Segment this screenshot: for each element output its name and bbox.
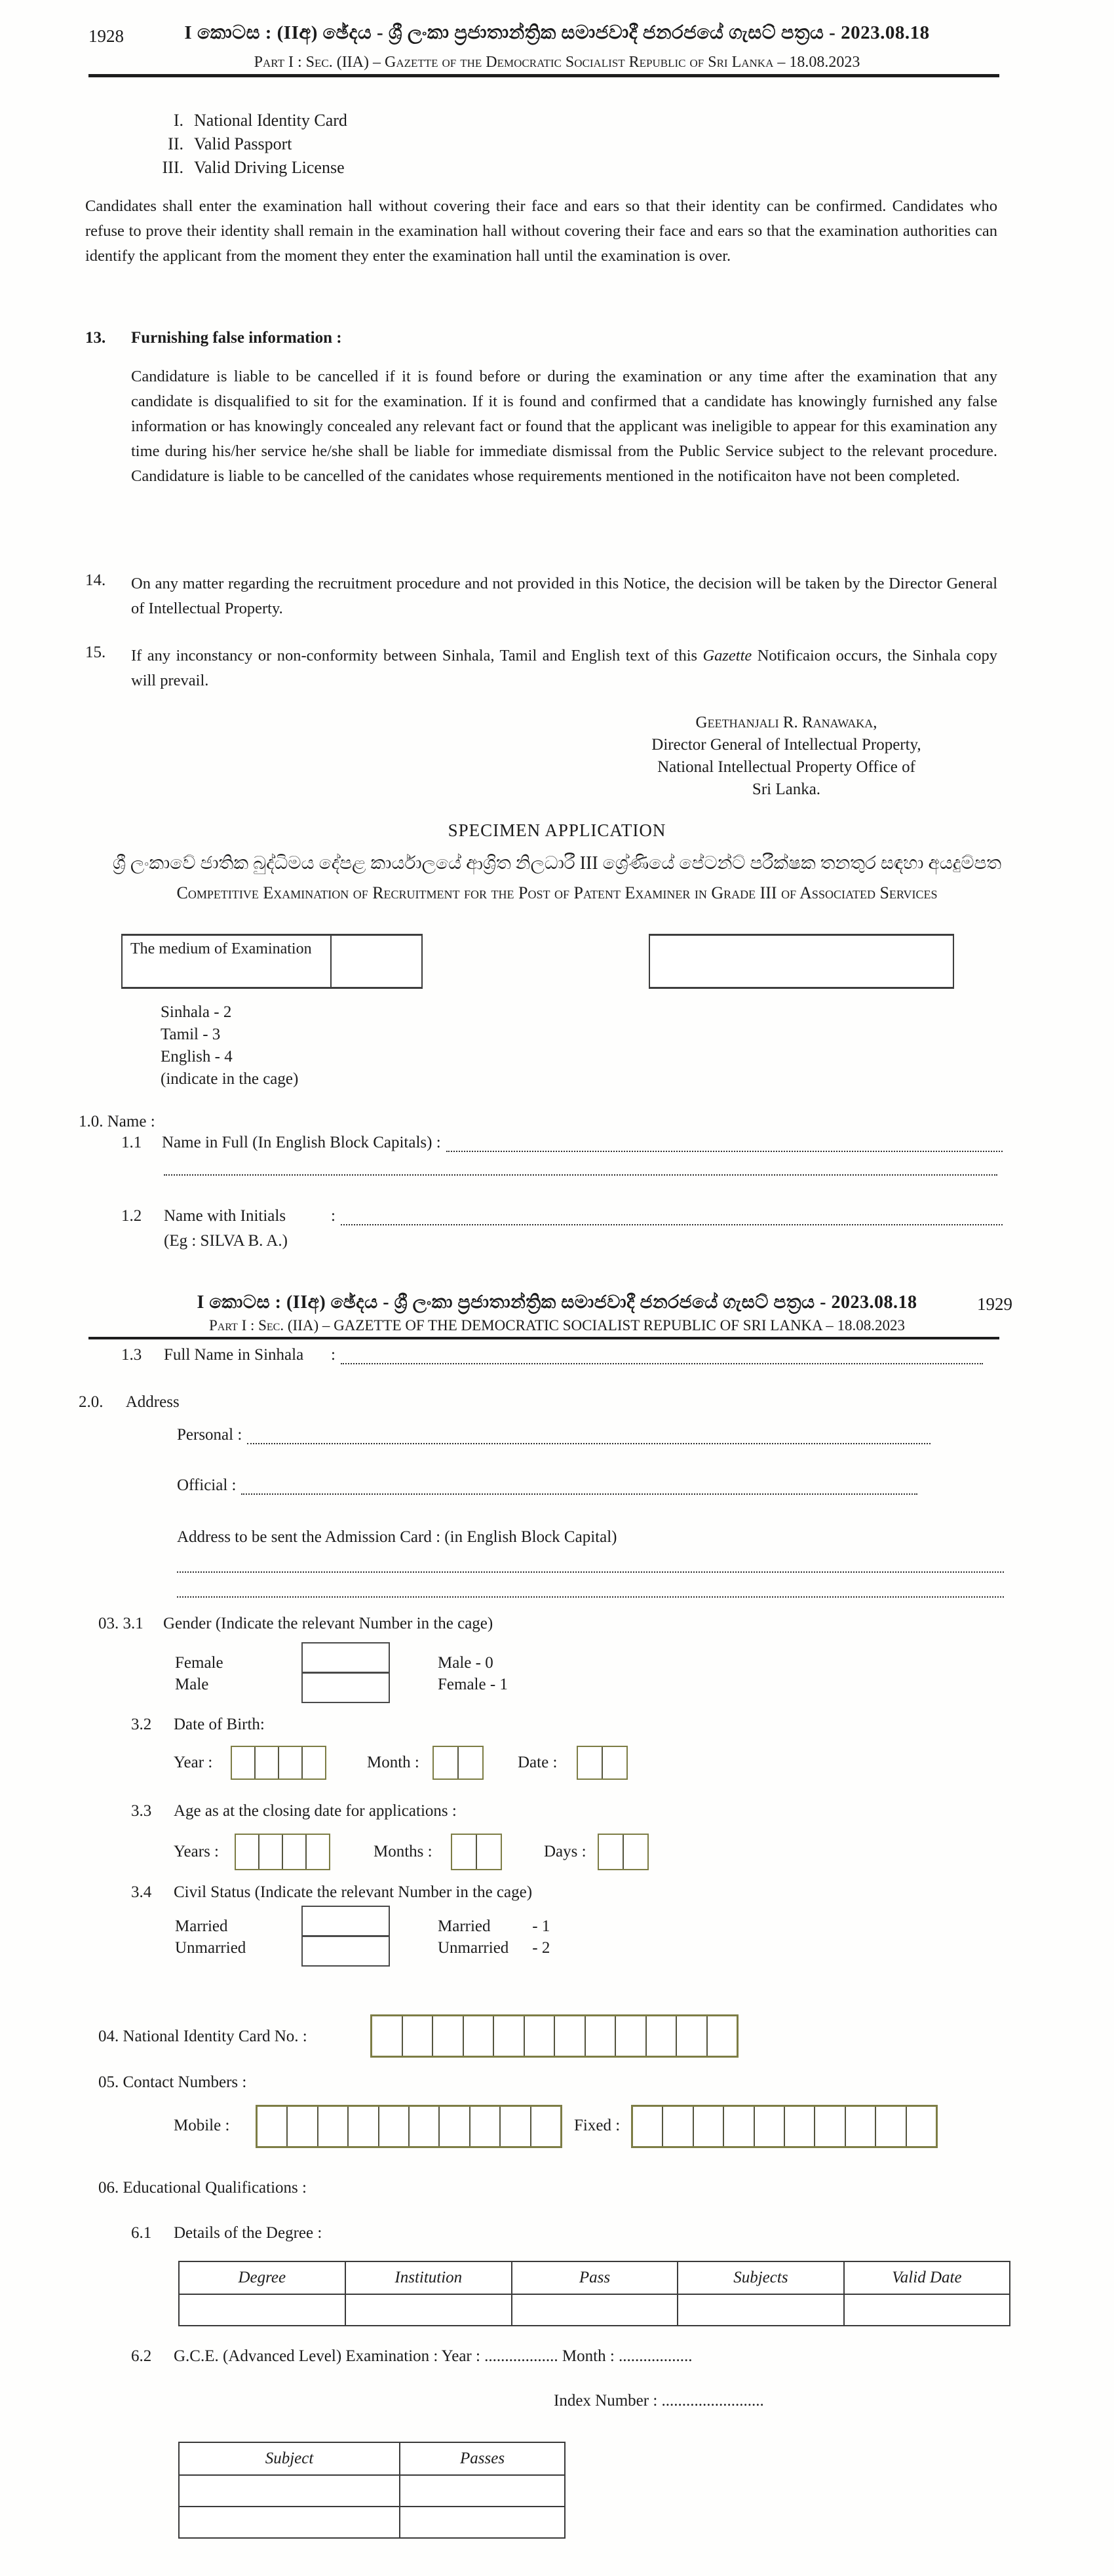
official-address-row: [177, 1474, 917, 1495]
civil-number: 3.4: [131, 1883, 152, 1901]
civil-code-unmarried: [438, 1939, 550, 1957]
subject-entry-cell[interactable]: [179, 2475, 400, 2507]
medium-options: [161, 1001, 298, 1090]
civil-cage-cell-top[interactable]: [303, 1907, 389, 1935]
index-number-label: Index Number : .........................: [554, 2392, 764, 2410]
list-item-numeral: III.: [162, 158, 183, 177]
cage-cell[interactable]: [438, 2107, 469, 2146]
name-section-heading: 1.0. Name :: [79, 1113, 155, 1130]
gender-male-label: Male: [175, 1676, 209, 1693]
list-item-label: National Identity Card: [194, 111, 347, 130]
civil-code-married-value: - 1: [532, 1917, 550, 1935]
gender-cage: [301, 1642, 390, 1703]
item15-body: [131, 644, 997, 693]
gender-code-male: Male - 0: [438, 1654, 493, 1672]
civil-cage-cell-bottom[interactable]: [303, 1935, 389, 1965]
official-address-label: Official :: [177, 1476, 237, 1494]
signatory-country: Sri Lanka.: [752, 780, 821, 798]
list-item: [149, 109, 347, 132]
name-in-full-input[interactable]: [446, 1131, 1003, 1152]
header-rule: [88, 74, 999, 77]
cage-cell[interactable]: [578, 1747, 602, 1778]
cage-cell[interactable]: [258, 1835, 282, 1869]
civil-code-unmarried-value: - 2: [532, 1939, 550, 1957]
full-name-sinhala-input[interactable]: [341, 1343, 983, 1364]
name-in-full-row: [121, 1131, 1003, 1152]
cage-cell[interactable]: [254, 1747, 278, 1778]
gce-number: 6.2: [131, 2347, 152, 2365]
passes-col-header: Passes: [400, 2442, 565, 2475]
signatory-name: Geethanjali R. Ranawaka,: [695, 714, 877, 731]
passes-entry-cell[interactable]: [400, 2507, 565, 2538]
name-with-initials-example: (Eg : SILVA B. A.): [164, 1232, 288, 1250]
office-use-box[interactable]: [649, 934, 954, 989]
cage-cell[interactable]: [305, 1835, 329, 1869]
dob-month-cage[interactable]: [432, 1746, 484, 1780]
cage-cell[interactable]: [278, 1747, 301, 1778]
cage-cell[interactable]: [301, 1747, 325, 1778]
list-item: [149, 156, 347, 180]
admission-address-input-line2[interactable]: [177, 1577, 1004, 1598]
page2-header-rule: [88, 1337, 999, 1339]
medium-note: (indicate in the cage): [161, 1070, 299, 1088]
page2-number: 1929: [977, 1294, 1012, 1314]
cage-cell[interactable]: [645, 2016, 676, 2056]
cage-cell[interactable]: [457, 1747, 482, 1778]
list-item-numeral: I.: [173, 111, 183, 130]
civil-unmarried-label: Unmarried: [175, 1939, 246, 1957]
identity-document-list: [149, 109, 347, 180]
admission-card-address-label: Address to be sent the Admission Card : (in English Block Capital): [177, 1528, 617, 1546]
cage-cell[interactable]: [623, 1835, 647, 1869]
cage-cell[interactable]: [615, 2016, 645, 2056]
medium-option: Tamil - 3: [161, 1026, 221, 1043]
cage-cell[interactable]: [408, 2107, 438, 2146]
civil-code-married-label: Married: [438, 1917, 491, 1935]
subject-col-header: Subject: [179, 2442, 400, 2475]
dob-number: 3.2: [131, 1716, 152, 1733]
item13-body: Candidature is liable to be cancelled if it is found before or during the examination or any time after the examination that any candidate is disqualified to sit for the examination. If it is found and confirmed that a candidate has knowingly furnished any false information or has knowingly concealed any relevant fact or found that the applicant was ineligible to appear for this examination any time during his/her service he/she shall be liable for immediate dismissal from the Public Service subject to the relevant procedure. Candidature is liable to be cancelled of the canidates whose requirements mentioned in the notificaiton have not been completed.: [131, 368, 997, 485]
dob-year-cage[interactable]: [231, 1746, 326, 1780]
civil-code-unmarried-label: Unmarried: [438, 1939, 509, 1957]
colon: :: [331, 1346, 336, 1364]
address-section-number: 2.0.: [79, 1393, 104, 1411]
degree-table: [178, 2261, 1010, 2326]
cage-cell[interactable]: [754, 2107, 784, 2146]
item13-title: Furnishing false information :: [131, 329, 342, 347]
degree-col-header: Degree: [179, 2261, 345, 2294]
cage-cell[interactable]: [372, 2016, 402, 2056]
cage-cell[interactable]: [347, 2107, 377, 2146]
degree-table-header-row: [179, 2261, 1010, 2294]
cage-cell[interactable]: [602, 1747, 626, 1778]
dob-date-label: Date :: [518, 1754, 558, 1771]
cage-cell[interactable]: [258, 2107, 286, 2146]
address-section-heading: [79, 1393, 180, 1412]
age-heading: Age as at the closing date for applications :: [174, 1802, 457, 1820]
intro-paragraph: Candidates shall enter the examination hall without covering their face and ears so that their identity can be confirmed. Candidates who refuse to prove their identity shall remain in the examination hall without covering their face and ears so that the examination authorities can identify the applicant from the moment they enter the examination hall until the examination is over.: [85, 197, 997, 265]
personal-address-input[interactable]: [247, 1423, 931, 1444]
cage-cell[interactable]: [452, 1835, 476, 1869]
personal-address-row: [177, 1423, 931, 1444]
cage-cell[interactable]: [493, 2016, 524, 2056]
gender-female-label: Female: [175, 1654, 223, 1672]
specimen-sinhala: ශ්‍රී ලංකාවේ ජාතික බුද්ධිමය දේපළ කාර්යාලයේ ආශ්‍රිත නිලධාරී III ශ්‍රේණියේ පේටන්ට් පරීක්ෂක තනතුර සඳහා අයදුම්පත: [112, 853, 1002, 874]
specimen-title: SPECIMEN APPLICATION: [448, 820, 666, 840]
cage-cell[interactable]: [469, 2107, 499, 2146]
cage-cell[interactable]: [554, 2016, 585, 2056]
cage-cell[interactable]: [402, 2016, 432, 2056]
subjects-entry-cell[interactable]: [678, 2294, 844, 2326]
cage-cell[interactable]: [476, 1835, 501, 1869]
cage-cell[interactable]: [723, 2107, 753, 2146]
list-item-label: Valid Passport: [194, 134, 292, 153]
age-years-cage[interactable]: [235, 1834, 330, 1870]
nic-cage[interactable]: [370, 2014, 739, 2058]
name-in-full-input-line2[interactable]: [164, 1155, 997, 1176]
subjects-col-header: Subjects: [678, 2261, 844, 2294]
age-years-label: Years :: [174, 1843, 219, 1860]
page2-header-sinhala: I කොටස : (IIඅ) ඡේදය - ශ්‍රී ලංකා ප්‍රජාතාන්ත්‍රික සමාජවාදී ජනරජයේ ගැසට් පත්‍රය - 2023.08.18: [197, 1292, 917, 1313]
mobile-cage[interactable]: [256, 2105, 562, 2148]
dob-heading: Date of Birth:: [174, 1716, 265, 1733]
medium-of-examination-box: [121, 934, 423, 989]
cage-cell[interactable]: [236, 1835, 258, 1869]
list-item-label: Valid Driving License: [194, 158, 345, 177]
cage-cell[interactable]: [499, 2107, 529, 2146]
cage-cell[interactable]: [378, 2107, 408, 2146]
cage-cell[interactable]: [432, 2016, 463, 2056]
cage-cell[interactable]: [282, 1835, 305, 1869]
dob-date-cage[interactable]: [577, 1746, 628, 1780]
signatory-role: Director General of Intellectual Property,: [651, 736, 921, 754]
degree-entry-cell[interactable]: [179, 2294, 345, 2326]
gender-section-heading: [98, 1615, 493, 1633]
item14-number: 14.: [85, 571, 106, 589]
name-in-full-label: Name in Full (In English Block Capitals) :: [162, 1134, 441, 1151]
page1-header-sinhala: I කොටස : (IIඅ) ඡේදය - ශ්‍රී ලංකා ප්‍රජාතාන්ත්‍රික සමාජවාදී ජනරජයේ ගැසට් පත්‍රය - 2023.08.18: [184, 22, 930, 43]
cage-cell[interactable]: [434, 1747, 457, 1778]
medium-option: English - 4: [161, 1048, 233, 1066]
full-name-sinhala-row: [121, 1343, 983, 1364]
full-name-sinhala-label: Full Name in Sinhala: [164, 1346, 304, 1364]
item-1-1-number: 1.1: [121, 1134, 142, 1151]
al-subjects-table: [178, 2442, 566, 2539]
name-with-initials-label: Name with Initials: [164, 1207, 286, 1225]
pass-entry-cell[interactable]: [512, 2294, 678, 2326]
civil-married-label: Married: [175, 1917, 228, 1935]
gender-code-female: Female - 1: [438, 1676, 508, 1693]
list-item: [149, 132, 347, 156]
medium-option: Sinhala - 2: [161, 1003, 232, 1021]
item14-body: On any matter regarding the recruitment procedure and not provided in this Notice, the decision will be taken by the Director General of Intellectual Property.: [131, 575, 997, 617]
age-months-cage[interactable]: [451, 1834, 502, 1870]
age-days-label: Days :: [544, 1843, 586, 1860]
address-section-label: Address: [125, 1393, 180, 1411]
age-days-cage[interactable]: [598, 1834, 649, 1870]
al-table-entry-row: [179, 2507, 565, 2538]
passes-entry-cell[interactable]: [400, 2475, 565, 2507]
degree-label: Details of the Degree :: [174, 2224, 322, 2242]
colon: :: [331, 1207, 336, 1225]
item15-text-before: If any inconstancy or non-conformity between Sinhala, Tamil and English text of this: [131, 647, 703, 664]
dob-month-label: Month :: [367, 1754, 419, 1771]
signatory-office: National Intellectual Property Office of: [657, 758, 915, 776]
page1-header-english: Part I : Sec. (IIA) – Gazette of the Democratic Socialist Republic of Sri Lanka – 18.08.2023: [254, 54, 860, 71]
cage-cell[interactable]: [676, 2016, 706, 2056]
dob-year-label: Year :: [174, 1754, 213, 1771]
item13-number: 13.: [85, 329, 106, 347]
pass-col-header: Pass: [512, 2261, 678, 2294]
fixed-cage[interactable]: [631, 2105, 938, 2148]
cage-cell[interactable]: [814, 2107, 844, 2146]
cage-cell[interactable]: [662, 2107, 692, 2146]
civil-cage: [301, 1906, 390, 1967]
cage-cell[interactable]: [317, 2107, 347, 2146]
age-months-label: Months :: [374, 1843, 432, 1860]
cage-cell[interactable]: [693, 2107, 723, 2146]
subject-entry-cell[interactable]: [179, 2507, 400, 2538]
gender-section-label: Gender (Indicate the relevant Number in the cage): [163, 1615, 493, 1632]
education-heading: 06. Educational Qualifications :: [98, 2179, 307, 2197]
institution-entry-cell[interactable]: [345, 2294, 512, 2326]
cage-cell[interactable]: [232, 1747, 254, 1778]
gender-section-number: 03. 3.1: [98, 1615, 144, 1632]
gender-cage-cell-bottom[interactable]: [303, 1672, 389, 1702]
cage-cell[interactable]: [286, 2107, 317, 2146]
al-table-entry-row: [179, 2475, 565, 2507]
cage-cell[interactable]: [463, 2016, 493, 2056]
admission-address-input-line1[interactable]: [177, 1552, 1004, 1573]
degree-table-entry-row: [179, 2294, 1010, 2326]
cage-cell[interactable]: [530, 2107, 560, 2146]
cage-cell[interactable]: [585, 2016, 615, 2056]
civil-heading: Civil Status (Indicate the relevant Number in the cage): [174, 1883, 533, 1901]
contact-heading: 05. Contact Numbers :: [98, 2073, 247, 2091]
valid-date-col-header: Valid Date: [844, 2261, 1010, 2294]
item-1-3-number: 1.3: [121, 1346, 142, 1364]
gazette-italic: Gazette: [702, 647, 752, 664]
cage-cell[interactable]: [784, 2107, 814, 2146]
name-with-initials-row: [121, 1204, 1003, 1225]
cage-cell[interactable]: [875, 2107, 905, 2146]
item15-text-after: Notificaion occurs, the Sinhala copy will prevail.: [131, 647, 997, 689]
age-number: 3.3: [131, 1802, 152, 1820]
signature-block: [577, 712, 996, 801]
mobile-label: Mobile :: [174, 2117, 230, 2134]
personal-address-label: Personal :: [177, 1426, 242, 1444]
gender-cage-cell-top[interactable]: [303, 1644, 389, 1672]
page2-header-english: Part I : Sec. (IIA) – GAZETTE OF THE DEMOCRATIC SOCIALIST REPUBLIC OF SRI LANKA – 18.08.2023: [208, 1317, 906, 1334]
medium-label: The medium of Examination: [123, 936, 332, 987]
cage-cell[interactable]: [906, 2107, 936, 2146]
list-item-numeral: II.: [168, 134, 183, 153]
nic-label: 04. National Identity Card No. :: [98, 2028, 307, 2045]
civil-code-married: [438, 1917, 550, 1936]
al-table-header-row: [179, 2442, 565, 2475]
cage-cell[interactable]: [633, 2107, 662, 2146]
fixed-label: Fixed :: [574, 2117, 621, 2134]
cage-cell[interactable]: [706, 2016, 737, 2056]
name-with-initials-input[interactable]: [341, 1204, 1003, 1225]
valid-date-entry-cell[interactable]: [844, 2294, 1010, 2326]
institution-col-header: Institution: [345, 2261, 512, 2294]
page1-number: 1928: [88, 26, 124, 46]
cage-cell[interactable]: [524, 2016, 554, 2056]
item-1-2-number: 1.2: [121, 1207, 142, 1225]
cage-cell[interactable]: [599, 1835, 623, 1869]
cage-cell[interactable]: [845, 2107, 875, 2146]
degree-number: 6.1: [131, 2224, 152, 2242]
official-address-input[interactable]: [241, 1474, 917, 1495]
gce-label: G.C.E. (Advanced Level) Examination : Year : .................. Month : ..................: [174, 2347, 693, 2365]
medium-entry-cell[interactable]: [332, 936, 421, 987]
item15-number: 15.: [85, 644, 106, 661]
specimen-english: Competitive Examination of Recruitment for the Post of Patent Examiner in Grade III of Associated Services: [176, 883, 938, 902]
